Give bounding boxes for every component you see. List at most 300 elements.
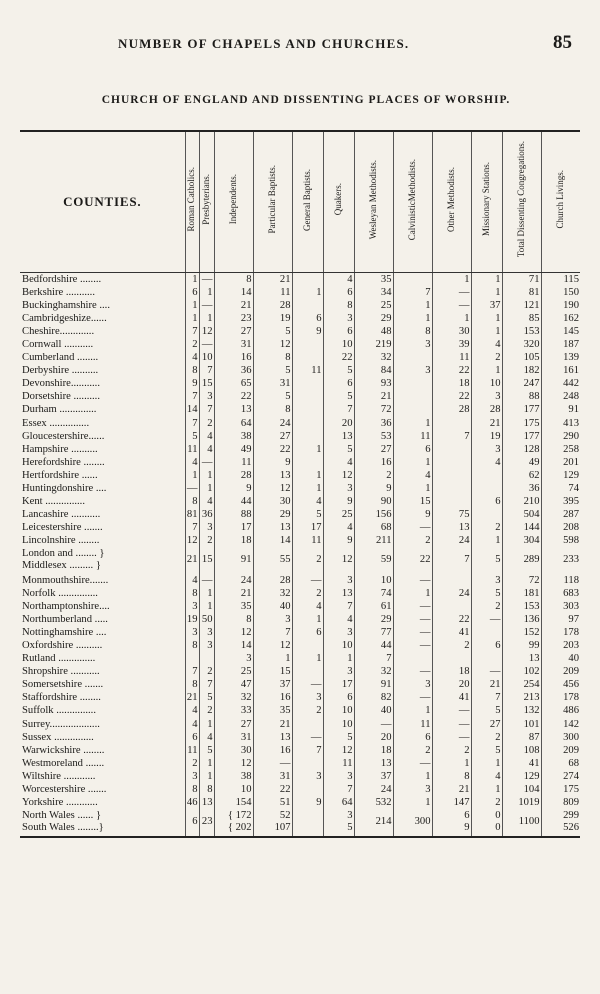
table-cell: 4 [185,351,199,364]
table-cell: 15 [253,665,292,678]
table-cell: 4 [185,574,199,587]
table-cell: 31 [214,731,253,744]
table-cell: — [199,574,214,587]
table-cell: 50 [199,613,214,626]
table-cell: 6 [323,286,354,299]
table-cell: 17 [323,678,354,691]
table-cell: 4 [323,456,354,469]
county-name: London and ........ } Middlesex ......... } [22,548,105,572]
column-header [185,131,199,273]
table-cell: 11 [214,456,253,469]
column-header [214,131,253,273]
table-cell: 147 [432,796,471,809]
table-cell: 320 [502,338,541,351]
table-cell: 35 [253,704,292,717]
table-cell: 27 [214,718,253,731]
table-cell [292,718,323,731]
table-cell [292,351,323,364]
table-cell: 44 [354,639,393,652]
table-cell [432,600,471,613]
table-cell [292,809,323,837]
table-row [20,639,580,652]
table-cell: 6 [323,377,354,390]
table-row [20,744,580,757]
table-cell: 1 [185,273,199,287]
county-name: Surrey................... [22,718,100,730]
table-cell: 413 [541,417,580,430]
table-cell: 190 [541,299,580,312]
table-cell: 161 [541,364,580,377]
table-cell: 14 [214,286,253,299]
table-cell: 6 [393,443,432,456]
table-cell: 41 [502,757,541,770]
county-name: Berkshire ........... [22,287,95,299]
table-cell: 37 [253,678,292,691]
table-cell: 81 [186,508,198,520]
table-cell: 9 [185,377,199,390]
table-cell: 72 [354,403,393,416]
table-cell: — [354,718,393,731]
table-cell: 153 [502,325,541,338]
table-row [20,273,580,287]
table-cell: 115 [541,273,580,287]
table-cell: 2 [199,665,214,678]
table-cell: 12 [323,469,354,482]
table-cell: — [393,574,432,587]
column-header-label: Total Dissenting Congregations. [515,141,526,258]
table-cell: 19 [253,312,292,325]
table-cell: 1100 [502,809,541,837]
table-cell: 13 [323,430,354,443]
table-row [20,312,580,325]
table-cell: 104 [502,783,541,796]
table-cell [393,273,432,287]
table-cell: 209 [541,665,580,678]
table-cell: 15 [393,495,432,508]
table-cell: 39 [432,338,471,351]
table-cell: 64 [214,417,253,430]
table-cell: 101 [502,718,541,731]
table-cell: 9 [393,508,432,521]
table-cell: 68 [541,757,580,770]
table-cell: — [186,482,198,494]
table-cell: 7 [185,390,199,403]
table-cell: 13 [323,587,354,600]
table-cell: 2 [185,757,199,770]
table-cell: 5 [185,430,199,443]
table-cell: 11 [185,744,199,757]
table-cell: 13 [253,731,292,744]
table-cell [393,377,432,390]
table-cell: 3 [323,665,354,678]
table-cell: — [393,521,432,534]
table-cell [432,469,471,482]
table-cell: 1 [393,704,432,717]
table-cell: 9 [214,482,253,495]
table-cell: 3 [185,626,199,639]
table-cell: 82 [354,691,393,704]
table-cell: 598 [541,534,580,547]
table-cell: 1 [471,534,502,547]
table-cell: 93 [354,377,393,390]
table-cell: 395 [541,495,580,508]
table-cell: 12 [214,757,253,770]
county-name: Dorsetshire .......... [22,391,100,403]
county-name: Suffolk ............... [22,705,96,717]
county-name: Essex ............... [22,417,90,429]
table-cell: 25 [214,665,253,678]
table-cell [471,626,502,639]
column-header [471,131,502,273]
table-cell: 4 [393,469,432,482]
table-cell: 5 [323,390,354,403]
table-cell: 8 [185,495,199,508]
table-row [20,364,580,377]
table-cell: 11 [292,534,323,547]
table-cell: 40 [354,704,393,717]
table-cell: 32 [253,587,292,600]
table-cell: 1 [432,312,471,325]
table-cell: 3 [393,783,432,796]
table-cell: 8 [393,325,432,338]
table-cell: 77 [354,626,393,639]
table-cell: 10 [199,351,214,364]
table-cell: — [432,299,471,312]
table-cell: 213 [502,691,541,704]
table-cell: — [393,665,432,678]
table-cell: 24 [354,783,393,796]
county-name: Lincolnshire ........ [22,534,100,546]
table-cell: — [199,456,214,469]
table-cell: 20 [354,731,393,744]
table-cell: 17 [292,521,323,534]
table-cell: 6 [323,325,354,338]
table-cell: 10 [323,639,354,652]
county-name: Buckinghamshire .... [22,300,110,312]
county-name: Somersetshire ....... [22,679,104,691]
table-cell: 32 [354,351,393,364]
table-cell: 22 [214,390,253,403]
table-cell: 2 [199,534,214,547]
table-cell: 504 [502,508,541,521]
table-cell: 11 [393,718,432,731]
table-cell: 1 [471,364,502,377]
table-cell: 5 [471,744,502,757]
table-cell: 22 [432,364,471,377]
table-cell: 13 [253,469,292,482]
table-cell: — [471,665,502,678]
table-cell: 303 [541,600,580,613]
table-cell: 27 [214,325,253,338]
table-cell: 97 [541,613,580,626]
table-cell: 21 [185,547,199,574]
table-cell: 18 [354,744,393,757]
table-cell: 154 [214,796,253,809]
table-cell: 3 [323,482,354,495]
table-cell: 4 [292,600,323,613]
table-cell: 40 [253,600,292,613]
table-cell: 71 [502,273,541,287]
table-cell: 12 [186,534,198,546]
table-cell: 5 [323,364,354,377]
table-cell: 1 [471,273,502,287]
county-name: Kent ............... [22,495,85,507]
table-cell: 8 [185,783,199,796]
table-cell: 12 [323,744,354,757]
table-cell: 22 [323,351,354,364]
table-cell: 10 [214,783,253,796]
table-cell [471,652,502,665]
table-cell: 15 [199,377,214,390]
table-cell: 5 [471,704,502,717]
table-cell: — [432,286,471,299]
table-cell: — [292,678,323,691]
table-cell [185,652,199,665]
table-cell: 41 [432,626,471,639]
table-cell: 156 [354,508,393,521]
table-row [20,547,580,574]
table-cell: 3 [199,626,214,639]
table-cell: 28 [214,469,253,482]
column-header [432,131,471,273]
table-cell: 1 [199,469,214,482]
column-header-label: General Baptists. [301,168,312,231]
table-cell: 31 [253,377,292,390]
table-cell: 1 [393,312,432,325]
table-cell: 1 [292,469,323,482]
table-cell: 177 [502,430,541,443]
table-cell: 1 [393,482,432,495]
table-cell: 13 [432,521,471,534]
table-cell: 274 [541,770,580,783]
table-cell: 2 [185,338,199,351]
table-caption: CHURCH OF ENGLAND AND DISSENTING PLACES OF WORSHIP. [101,94,511,106]
table-cell [432,443,471,456]
table-cell: 1 [393,796,432,809]
table-cell: 1 [393,770,432,783]
table-cell: 12 [199,325,214,338]
table-cell: 2 [292,704,323,717]
table-cell: 29 [253,508,292,521]
table-cell: 74 [541,482,580,495]
table-row [20,757,580,770]
table-cell: 182 [502,364,541,377]
table-cell: 1 [432,273,471,287]
table-row [20,403,580,416]
table-cell [292,639,323,652]
table-cell [471,482,502,495]
table-cell: 8 [214,613,253,626]
table-cell: 9 [253,456,292,469]
county-name: Devonshire........... [22,378,100,390]
table-cell: 290 [541,430,580,443]
table-cell: 1 [199,482,214,495]
table-cell: 13 [253,521,292,534]
table-cell: 30 [432,325,471,338]
table-cell: 1 [199,600,214,613]
table-cell: 4 [323,613,354,626]
county-name: Durham .............. [22,404,97,416]
table-cell: 38 [214,770,253,783]
table-cell [393,390,432,403]
table-cell: 23 [199,809,214,837]
column-header-label: Presbyterians. [200,174,211,225]
table-cell: 68 [354,521,393,534]
table-cell: 27 [471,718,502,731]
table-cell: 153 [502,600,541,613]
table-cell: 3 [323,770,354,783]
table-cell: 2 [292,587,323,600]
county-name: Westmoreland ....... [22,757,105,769]
column-header-counties: COUNTIES. [20,131,185,273]
table-cell: 12 [253,338,292,351]
table-cell: 1 [199,718,214,731]
table-cell: 7 [185,521,199,534]
table-cell: 1 [471,312,502,325]
table-row [20,574,580,587]
table-cell: 287 [541,508,580,521]
table-cell: 21 [471,417,502,430]
county-name: Northumberland ..... [22,614,108,626]
table-cell: 2 [471,521,502,534]
table-cell: 75 [432,508,471,521]
county-name: Huntingdonshire .... [22,482,107,494]
table-cell [393,652,432,665]
table-row [20,325,580,338]
table-cell: 3 [323,626,354,639]
table-cell: 4 [185,456,199,469]
table-cell: — [432,718,471,731]
table-cell: 51 [253,796,292,809]
county-name: Nottinghamshire .... [22,627,107,639]
table-cell: 14 [214,639,253,652]
table-row [20,430,580,443]
table-cell: 7 [185,417,199,430]
table-row [20,482,580,495]
table-cell [393,403,432,416]
column-header-label: Particular Baptists. [266,165,277,234]
table-cell: 8 [253,351,292,364]
table-cell: 3 [199,390,214,403]
table-row [20,390,580,403]
table-cell: 129 [541,469,580,482]
county-name: Cornwall ........... [22,339,94,351]
table-cell: 5 [253,390,292,403]
table-cell: 24 [432,587,471,600]
table-cell: 28 [253,299,292,312]
table-cell: 1 [393,587,432,600]
table-cell: 2 [393,744,432,757]
table-cell: 3 [253,613,292,626]
table-cell: 2 [199,704,214,717]
county-name: Rutland .............. [22,653,96,665]
table-cell: 7 [292,744,323,757]
table-cell: 7 [199,678,214,691]
table-cell: 25 [354,299,393,312]
table-cell [292,299,323,312]
table-cell: 37 [354,770,393,783]
table-cell: 1 [253,652,292,665]
table-cell: 3 [292,770,323,783]
table-cell: 13 [354,757,393,770]
table-cell: 59 [354,547,393,574]
table-cell [292,390,323,403]
table-cell: 6 [185,731,199,744]
table-cell: 7 [432,547,471,574]
table-cell: 210 [502,495,541,508]
table-cell: 12 [253,639,292,652]
table-row [20,508,580,521]
table-cell: 152 [502,626,541,639]
column-header-label: Other Methodists. [445,167,456,232]
table-cell: 7 [393,286,432,299]
county-name: Norfolk ............... [22,588,98,600]
table-cell [432,652,471,665]
table-cell: — [471,613,502,626]
table-cell: 456 [541,678,580,691]
table-row [20,534,580,547]
table-cell: 24 [432,534,471,547]
table-cell: 52 107 [253,809,292,837]
table-cell: 31 [214,338,253,351]
table-cell: 9 [323,534,354,547]
table-cell: 0 0 [471,809,502,837]
places-of-worship-table [20,130,580,838]
table-cell: 8 [214,273,253,287]
county-name: Oxfordshire .......... [22,640,103,652]
county-name: Warwickshire ........ [22,744,105,756]
table-cell: 7 [199,403,214,416]
table-cell: 486 [541,704,580,717]
table-cell: 5 [199,691,214,704]
table-cell: 211 [354,534,393,547]
county-name: Cheshire............. [22,326,95,338]
table-cell [471,469,502,482]
column-header-label: Missionary Stations. [480,162,491,237]
table-row [20,377,580,390]
table-cell [393,351,432,364]
table-cell: 21 [253,718,292,731]
table-cell: 30 [214,744,253,757]
table-cell: { 172 { 202 [214,809,253,837]
table-cell: 7 [323,403,354,416]
table-cell: 5 [199,744,214,757]
table-cell: 121 [502,299,541,312]
table-cell: 1 [292,286,323,299]
table-cell: 248 [541,390,580,403]
table-cell: 4 [323,273,354,287]
table-cell: 2 [199,417,214,430]
table-cell: 1 [393,456,432,469]
table-cell: — [292,731,323,744]
table-cell: 1 [432,757,471,770]
table-cell: 178 [541,626,580,639]
table-cell: 5 [253,364,292,377]
column-header [199,131,214,273]
table-cell: 7 [323,783,354,796]
table-cell: 37 [471,299,502,312]
table-cell: 1 [292,482,323,495]
table-cell: 304 [502,534,541,547]
table-cell: 3 [471,390,502,403]
table-cell [432,417,471,430]
table-cell: 442 [541,377,580,390]
table-cell: 31 [253,770,292,783]
table-cell: 1 [323,652,354,665]
running-head [0,32,600,56]
table-cell: 85 [502,312,541,325]
table-cell: 9 [292,796,323,809]
